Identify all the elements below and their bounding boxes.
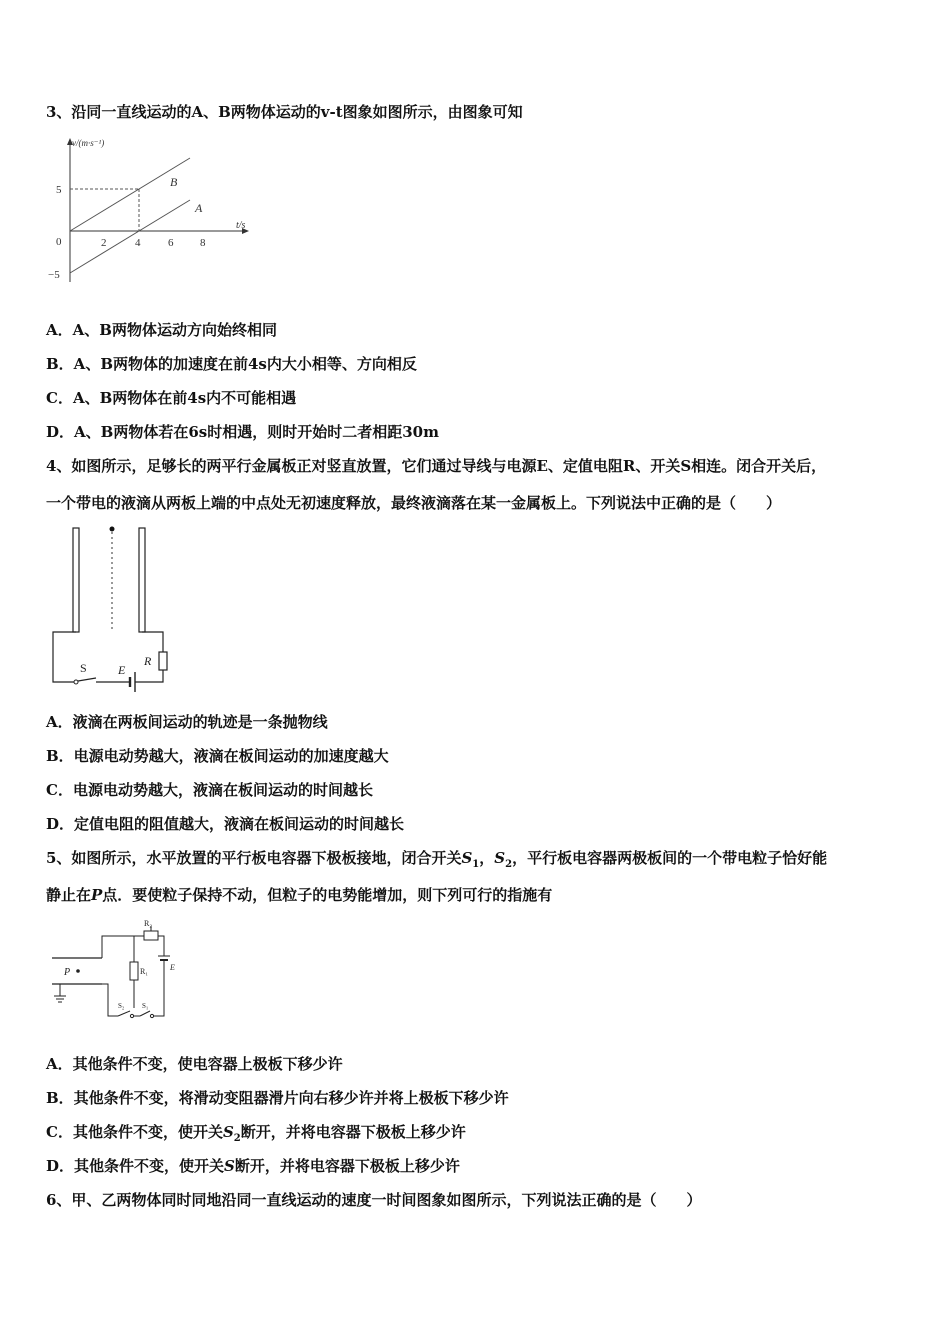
q4-droplet [110,527,115,532]
q5-e-label: E [170,963,175,972]
q4-wire-bottom-right [135,670,163,682]
q4-switch-blade [78,678,96,681]
q4-resistor-label: R [144,654,152,668]
q5-s1-sub: 1 [472,859,480,870]
q5-r2-label: R₂ [144,919,153,928]
q5-stem-line1-end: ，平行板电容器两极板间的一个带电粒子恰好能 [512,849,828,867]
q4-option-c: C．电源电动势越大，液滴在板间运动的时间越长 [46,781,373,799]
q5-wire-top [102,936,144,958]
q3-vt-graph [40,130,260,295]
q3-x-tick-2: 2 [101,237,107,249]
q5-option-b: B．其他条件不变，将滑动变阻器滑片向右移少许并将上极板下移少许 [46,1089,509,1107]
q5-option-d [46,1156,460,1176]
q5-option-c-sub: 2 [233,1133,241,1144]
q4-circuit-diagram [40,522,180,692]
q5-stem-line2-end: 点．要使粒子保持不动，但粒子的电势能增加，则下列可行的指施有 [102,886,553,904]
q4-wire-left [53,632,76,682]
q5-p-letter: P [91,886,103,904]
q5-s1-label: S₁ [142,1002,149,1010]
q5-s2-label: S₂ [118,1002,125,1010]
q4-stem-line1: 4、如图所示，足够长的两平行金属板正对竖直放置，它们通过导线与电源E、定值电阻R、开关S相连。闭合开关后， [46,457,827,475]
q3-x-tick-4: 4 [135,237,141,249]
q3-option-b: B．A、B两物体的加速度在前4s内大小相等、方向相反 [46,355,417,373]
q5-switch-s1-terminal [150,1014,153,1017]
q3-option-c: C．A、B两物体在前4s内不可能相遇 [46,389,297,407]
q5-option-c-end: 断开，并将电容器下极板上移少许 [240,1123,466,1141]
q5-p-label: P [64,967,71,978]
q3-line-b [70,158,190,231]
q3-y-tick-neg5: −5 [48,269,60,281]
q5-option-a: A．其他条件不变，使电容器上极板下移少许 [46,1055,343,1073]
q3-line-a-label: A [195,201,203,215]
q5-stem-line1-start: 5、如图所示，水平放置的平行板电容器下极板接地，闭合开关 [46,849,462,867]
q3-option-d: D．A、B两物体若在6s时相遇，则时开始时二者相距30m [46,423,439,441]
q5-stem-line2 [46,885,552,905]
q5-particle [76,969,80,973]
q5-sep: ， [479,849,495,867]
q3-line-b-label: B [170,175,178,189]
q3-x-tick-8: 8 [200,237,206,249]
q4-left-plate [73,528,79,632]
q5-s2-letter: S [494,849,506,867]
q3-x-axis-label: t/s [236,220,246,231]
q4-option-b: B．电源电动势越大，液滴在板间运动的加速度越大 [46,747,389,765]
q5-switch-s1-blade [140,1011,150,1016]
q5-switch-s2-terminal [130,1014,133,1017]
q5-wire-top-right [158,936,164,956]
q4-option-a: A．液滴在两板间运动的轨迹是一条抛物线 [46,713,328,731]
q5-option-c-start: C．其他条件不变，使开关 [46,1123,223,1141]
q6-stem: 6、甲、乙两物体同时同地沿同一直线运动的速度一时间图象如图所示，下列说法正确的是（ ） [46,1191,702,1209]
q3-x-tick-6: 6 [168,237,174,249]
q3-y-axis-label: v/(m·s⁻¹) [72,138,105,148]
q5-option-d-s: S [224,1157,235,1175]
q5-stem-line2-start: 静止在 [46,886,92,904]
q3-option-a: A．A、B两物体运动方向始终相同 [46,321,277,339]
q4-option-d: D．定值电阻的阻值越大，液滴在板间运动的时间越长 [46,815,405,833]
q3-y-tick-5: 5 [56,184,62,196]
q4-stem-line2: 一个带电的液滴从两板上端的中点处无初速度释放，最终液滴落在某一金属板上。下列说法中正确的是（ ） [46,494,782,512]
q4-wire-right [142,632,163,652]
q4-switch-label: S [80,661,87,675]
q5-option-d-start: D．其他条件不变，使开关 [46,1157,225,1175]
q5-wire-lower [102,984,118,1016]
q5-circuit-diagram [48,918,188,1028]
q5-stem-line1 [46,848,827,875]
q5-resistor-r1 [130,962,138,980]
q5-s1-letter: S [461,849,473,867]
q5-r1-label: R₁ [140,967,149,976]
q5-option-c [46,1122,466,1149]
q5-wire-right [152,960,164,1016]
q5-option-c-s: S [222,1123,234,1141]
q5-rheostat-r2 [144,931,158,940]
q4-resistor [159,652,167,670]
q5-option-d-end: 断开，并将电容器下极板上移少许 [234,1157,460,1175]
q4-switch-terminal [74,680,78,684]
q4-source-label: E [118,663,126,677]
q3-stem: 3、沿同一直线运动的A、B两物体运动的v-t图象如图所示，由图象可知 [46,103,523,121]
q3-y-tick-0: 0 [56,236,62,248]
q4-right-plate [139,528,145,632]
q5-s2-sub: 2 [505,859,513,870]
q5-switch-s2-blade [118,1011,130,1016]
